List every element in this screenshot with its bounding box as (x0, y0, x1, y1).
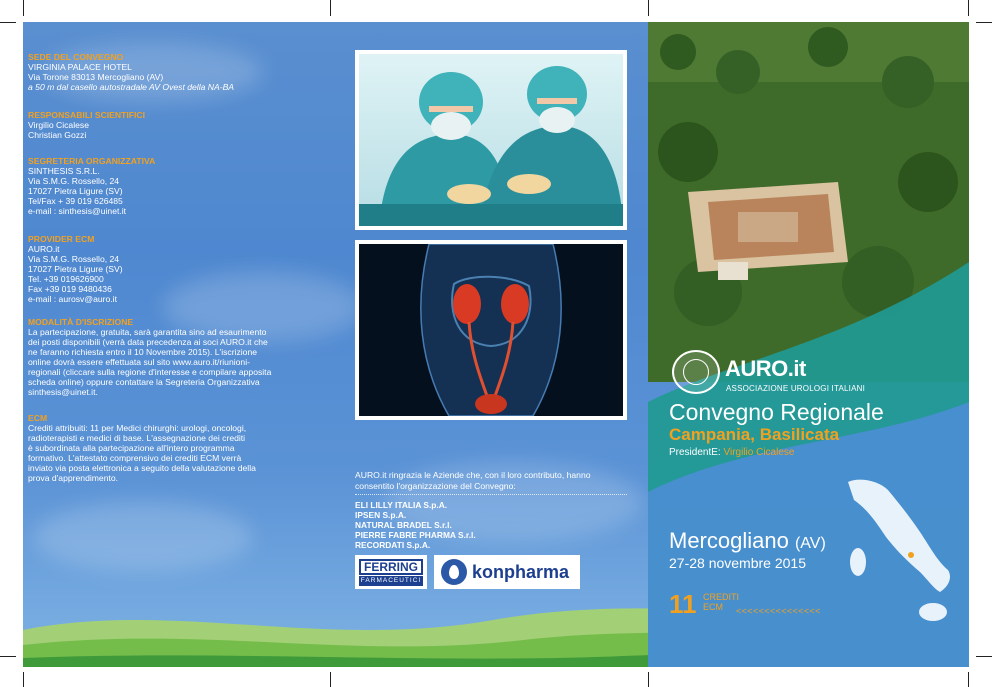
responsabili-line: Christian Gozzi (28, 130, 87, 140)
iscrizione-line: dei posti disponibili (verrà data precedenza ai soci AURO.it che (28, 337, 268, 347)
iscrizione-line: ne faranno richiesta entro il 10 Novembre 2015). L'iscrizione (28, 347, 258, 357)
segreteria-line: e-mail : sinthesis@uinet.it (28, 206, 127, 216)
ferring-logo-name: FERRING (359, 559, 423, 575)
konpharma-logo (434, 555, 580, 589)
segreteria-heading: SEGRETERIA ORGANIZZATIVA (28, 156, 156, 166)
section-responsabili (28, 110, 298, 140)
crop-mark (976, 22, 992, 23)
crop-mark (0, 22, 16, 23)
auro-logo-emblem (672, 350, 720, 394)
segreteria-line: SINTHESIS S.R.L. (28, 166, 100, 176)
ecm-line: Crediti attribuiti: 11 per Medici chirurghi: urologi, oncologi, (28, 423, 247, 433)
sede-line: VIRGINIA PALACE HOTEL (28, 62, 132, 72)
crop-mark (976, 656, 992, 657)
thanks-line: AURO.it ringrazia le Aziende che, con il loro contributo, hanno (355, 470, 591, 480)
provider-line: e-mail : aurosv@auro.it (28, 294, 117, 304)
thanks-line: consentito l'organizzazione del Convegno: (355, 481, 516, 491)
sponsor-item: NATURAL BRADEL S.r.l. (355, 520, 452, 530)
ferring-logo-sub: FARMACEUTICI (360, 577, 422, 584)
iscrizione-line: regionali (cliccare sulla regione d'interesse e compilare apposita (28, 367, 272, 377)
provider-line: Fax +39 019 9480436 (28, 284, 112, 294)
responsabili-heading: RESPONSABILI SCIENTIFICI (28, 110, 145, 120)
sponsor-item: IPSEN S.p.A. (355, 510, 407, 520)
fold-mark (330, 0, 331, 16)
ecm-line: inviato via posta elettronica a seguito della valutazione della (28, 463, 256, 473)
konpharma-drop-icon (441, 559, 467, 585)
president-label: PresidentE: (669, 447, 721, 458)
event-regions: Campania, Basilicata (669, 425, 840, 444)
arrow-decoration: <<<<<<<<<<<<<<< (736, 606, 821, 616)
anatomy-kidneys-image (355, 240, 627, 420)
ecm-line: prova d'apprendimento. (28, 473, 119, 483)
iscrizione-line: La partecipazione, gratuita, sarà garantita sino ad esaurimento (28, 327, 267, 337)
fold-mark (648, 672, 649, 687)
section-iscrizione (28, 317, 298, 397)
section-provider (28, 234, 298, 304)
fold-mark (330, 672, 331, 687)
crop-mark (23, 0, 24, 16)
sponsor-item: PIERRE FABRE PHARMA S.r.l. (355, 530, 476, 540)
section-segreteria (28, 156, 298, 216)
president-line (669, 447, 794, 458)
iscrizione-heading: MODALITÀ D'ISCRIZIONE (28, 317, 134, 327)
org-subtitle: ASSOCIAZIONE UROLOGI ITALIANI (726, 384, 866, 393)
credits-label-line: ECM (703, 602, 723, 612)
provider-line: AURO.it (28, 244, 60, 254)
responsabili-line: Virgilio Cicalese (28, 120, 89, 130)
segreteria-line: Tel/Fax + 39 019 626485 (28, 196, 123, 206)
iscrizione-line: scheda online) oppure contattare la Segreteria Organizzativa (28, 377, 260, 387)
sponsor-item: ELI LILLY ITALIA S.p.A. (355, 500, 448, 510)
section-sede (28, 52, 298, 92)
sede-heading: SEDE DEL CONVEGNO (28, 52, 124, 62)
section-ecm (28, 413, 298, 483)
segreteria-line: 17027 Pietra Ligure (SV) (28, 186, 123, 196)
city-name: Mercogliano (669, 528, 789, 553)
org-name: AURO.it (725, 356, 806, 381)
ferring-logo (355, 555, 427, 589)
thanks-text (355, 470, 635, 492)
segreteria-line: Via S.M.G. Rossello, 24 (28, 176, 120, 186)
credits-number: 11 (669, 589, 697, 619)
surgeons-photo (355, 50, 627, 230)
crop-mark (23, 672, 24, 687)
ecm-line: è subordinata alla partecipazione all'intero programma (28, 443, 235, 453)
konpharma-logo-name: konpharma (472, 562, 570, 582)
iscrizione-line: online dovrà essere effettuata sul sito www.auro.it/riunioni- (28, 357, 250, 367)
iscrizione-line: sinthesis@uinet.it. (28, 387, 98, 397)
provider-line: Tel. +39 019626900 (28, 274, 104, 284)
crop-mark (968, 0, 969, 16)
dotted-divider (355, 494, 627, 495)
event-title: Convegno Regionale (669, 399, 884, 425)
crop-mark (0, 656, 16, 657)
event-dates: 27-28 novembre 2015 (669, 555, 806, 571)
sede-line: Via Torone 83013 Mercogliano (AV) (28, 72, 164, 82)
city-province: (AV) (794, 535, 826, 552)
president-name: Virgilio Cicalese (723, 447, 795, 458)
event-city (669, 528, 826, 557)
provider-line: 17027 Pietra Ligure (SV) (28, 264, 123, 274)
credits-label (703, 592, 739, 612)
crop-mark (968, 672, 969, 687)
provider-heading: PROVIDER ECM (28, 234, 95, 244)
ecm-line: radioterapisti e medici di base. L'assegnazione dei crediti (28, 433, 246, 443)
ecm-line: formativo. L'attestato comprensivo dei crediti ECM verrà (28, 453, 242, 463)
fold-mark (648, 0, 649, 16)
ecm-heading: ECM (28, 413, 48, 423)
provider-line: Via S.M.G. Rossello, 24 (28, 254, 120, 264)
credits-label-line: CREDITI (703, 592, 739, 602)
sponsor-list (355, 500, 476, 550)
sponsor-item: RECORDATI S.p.A. (355, 540, 431, 550)
sede-note: a 50 m dal casello autostradale AV Ovest della NA-BA (28, 82, 235, 92)
